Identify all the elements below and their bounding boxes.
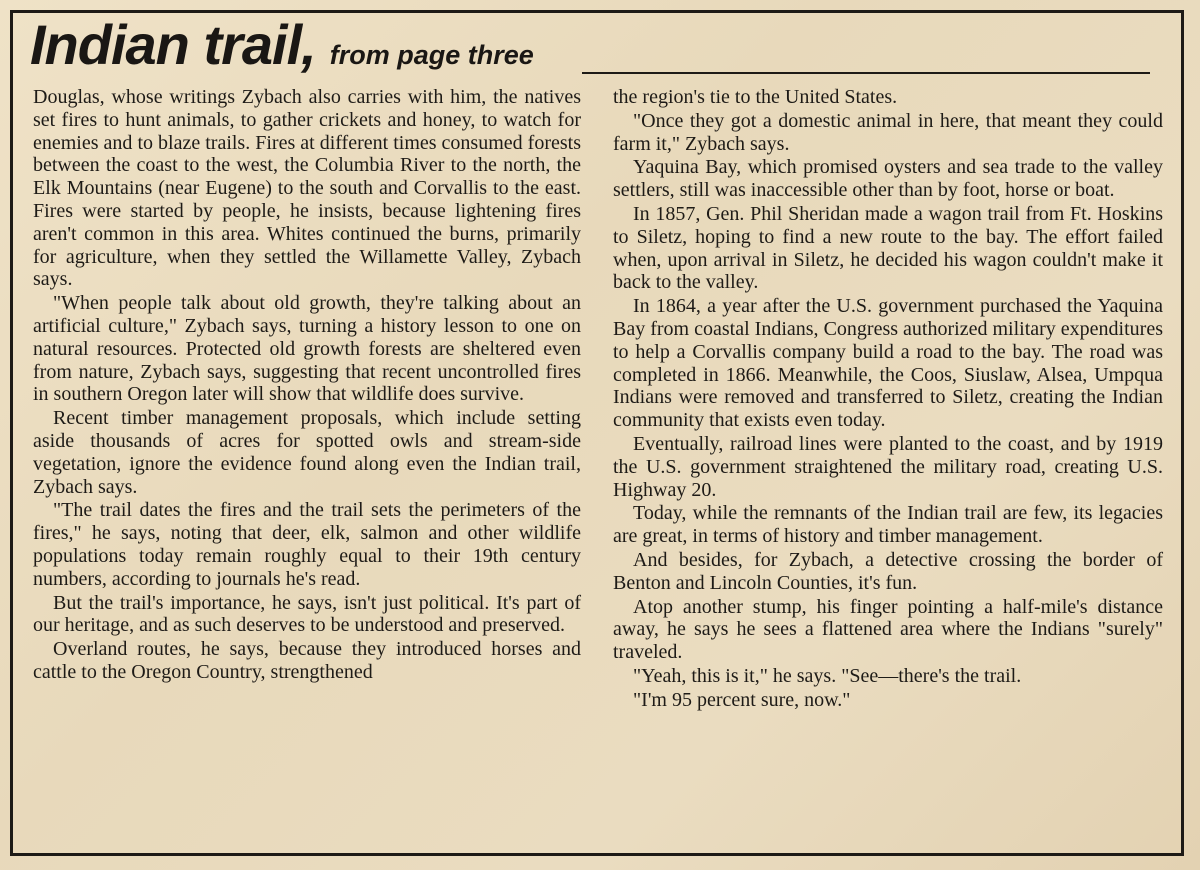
paragraph: In 1857, Gen. Phil Sheridan made a wagon trail from Ft. Hoskins to Siletz, hoping to find a new route to the bay. The effort failed when, upon arrival in Siletz, he decided his wagon couldn't make it back to the valley. — [613, 202, 1163, 294]
paragraph: Today, while the remnants of the Indian trail are few, its legacies are great, in terms of history and timber management. — [613, 502, 1163, 548]
paragraph: Atop another stump, his finger pointing a half-mile's distance away, he says he sees a flattened area where the Indians "surely" traveled. — [613, 595, 1163, 664]
paragraph: "Yeah, this is it," he says. "See—there's the trail. — [633, 664, 1022, 687]
paragraph: But the trail's importance, he says, isn't just political. It's part of our heritage, and as such deserves to be understood and preserved. — [33, 591, 581, 637]
paragraph: Recent timber management proposals, which include setting aside thousands of acres for spotted owls and stream-side vegetation, ignore the evidence found along even the Indian trail, Zybach says. — [33, 407, 581, 498]
paragraph: And besides, for Zybach, a detective crossing the border of Benton and Lincoln Counties, it's fun. — [613, 548, 1163, 594]
headline-subtitle: from page three — [329, 40, 534, 70]
paragraph: Overland routes, he says, because they introduced horses and cattle to the Oregon Country, strengthened — [33, 638, 581, 683]
article-column-left — [33, 86, 581, 685]
paragraph: "When people talk about old growth, they're talking about an artificial culture," Zybach says, turning a history lesson to one on natural resources. Protected old growth forests are sheltered even from nature, Zybach says, suggesting that recent uncontrolled fires in southern Oregon later will show that wildlife does survive. — [33, 292, 581, 406]
paragraph: the region's tie to the United States. — [613, 86, 898, 108]
paragraph: Eventually, railroad lines were planted to the coast, and by 1919 the U.S. government straightened the military road, creating U.S. Highway 20. — [613, 432, 1163, 501]
paragraph: "The trail dates the fires and the trail sets the perimeters of the fires," he says, noting that deer, elk, salmon and other wildlife populations today remain roughly equal to their 19th century numbers, according to journals he's read. — [33, 499, 581, 590]
headline-rule — [582, 72, 1150, 74]
paragraph: Douglas, whose writings Zybach also carries with him, the natives set fires to hunt animals, to gather crickets and honey, to watch for enemies and to blaze trails. Fires at different times consumed forests between the coast to the west, the Columbia River to the north, the Elk Mountains (near Eugene) to the south and Corvallis to the east. Fires were started by people, he insists, because lightening fires aren't common in this area. Whites continued the burns, primarily for agriculture, when they settled the Willamette Valley, Zybach says. — [33, 86, 581, 291]
headline-title: Indian trail, — [30, 13, 316, 76]
paragraph: In 1864, a year after the U.S. government purchased the Yaquina Bay from coastal Indians, Congress authorized military expenditures to help a Corvallis company build a road to the bay. The road was completed in 1866. Meanwhile, the Coos, Siuslaw, Alsea, Umpqua Indians were removed and transferred to Siletz, creating the Indian community that exists even today. — [613, 295, 1163, 432]
headline — [30, 14, 534, 76]
paragraph: Yaquina Bay, which promised oysters and sea trade to the valley settlers, still was inaccessible other than by foot, horse or boat. — [613, 156, 1163, 202]
paragraph: "Once they got a domestic animal in here, that meant they could farm it," Zybach says. — [613, 109, 1163, 155]
article-column-right — [613, 86, 1163, 713]
paragraph: "I'm 95 percent sure, now." — [633, 688, 851, 711]
